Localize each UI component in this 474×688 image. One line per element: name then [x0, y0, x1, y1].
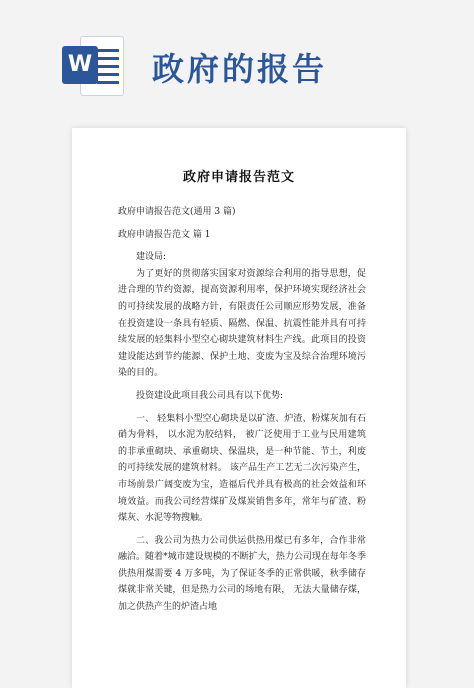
document-title: 政府申请报告范文: [182, 170, 295, 185]
paragraph-4: 二、我公司为热力公司供运供热用煤已有多年，合作非常融洽。随着*城市建设规模的不断扩大，热力公司现在每年冬季供热用煤需要 4 万多吨，为了保证冬季的正常供暖，秋季储存煤就非常关键，但是热力公司的场地有限， 无法大量储存煤，加之供热产生的炉渣占地: [118, 535, 366, 613]
paragraph-3: 一、 轻集料小型空心砌块是以矿渣、炉渣、粉煤灰加有石硝为骨料， 以水泥为胶结料， 被广泛使用于工业与民用建筑的非承重砌块、承重砌块、保温块，是一种节能、节土，利废的可持续发展的建筑材料。 该产品生产工艺无二次污染产生， 市场前景广阔变废为宝，造福后代并具有极高的社会效益和环境效益。而我公司经营煤矿及煤炭销售多年，常年与矿渣、粉煤灰、水泥等物搜触。: [118, 413, 366, 524]
document-body: [118, 204, 366, 616]
paragraph-2: 投资建设此项目我公司具有以下优势:: [136, 390, 284, 401]
word-badge: W: [62, 46, 98, 84]
header-title: 政府的报告: [152, 50, 328, 88]
document-subtitle: 政府申请报告范文(通用 3 篇): [118, 207, 236, 217]
word-document-icon: [62, 36, 126, 96]
section-heading: 政府申请报告范文 篇 1: [118, 229, 211, 240]
salutation: 建设局:: [136, 252, 167, 263]
document-page: [72, 128, 406, 688]
page-header: [0, 0, 474, 100]
paragraph-1: 为了更好的贯彻落实国家对资源综合利用的指导思想，促进合理的节约资源，提高资源利用率，保护环境实现经济社会的可持续发展的战略方针，有限责任公司顺应形势发展，准备在投资建设一条具有轻质、隔燃、保温、抗震性能并具有可持续发展的轻集料小型空心砌块建筑材料生产线。此项目的投资建设能达到节约能源、保护土地、变废为宝及综合治理环境污染的目的。: [118, 268, 366, 379]
